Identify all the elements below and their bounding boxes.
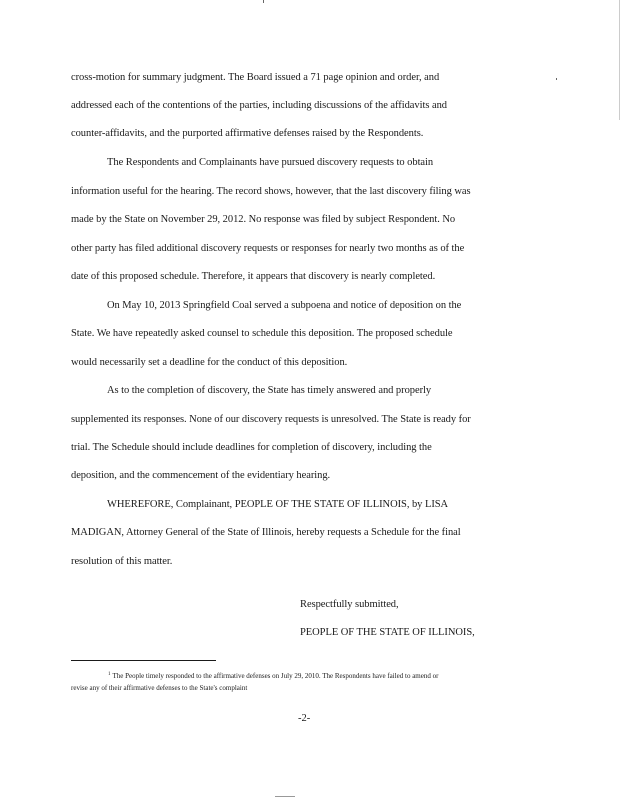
body-line-16: WHEREFORE, Complainant, PEOPLE OF THE STATE OF ILLINOIS, by LISA [107, 499, 449, 510]
body-line-18: resolution of this matter. [71, 556, 173, 567]
footnote-line-1 [108, 672, 438, 680]
scan-speck [263, 0, 264, 3]
signature-party: PEOPLE OF THE STATE OF ILLINOIS, [300, 627, 475, 638]
body-line-3: counter-affidavits, and the purported affirmative defenses raised by the Respondents. [71, 128, 424, 139]
footnote-marker: 1 [108, 672, 111, 677]
scan-edge [619, 0, 620, 120]
body-line-1: cross-motion for summary judgment. The Board issued a 71 page opinion and order, and [71, 72, 440, 83]
footnote-divider [71, 660, 216, 661]
body-line-11: would necessarily set a deadline for the conduct of this deposition. [71, 357, 348, 368]
scan-speck [556, 78, 557, 80]
footnote-line-2: revise any of their affirmative defenses to the State's complaint [71, 684, 248, 692]
page-number: -2- [298, 713, 311, 724]
body-line-8: date of this proposed schedule. Therefore, it appears that discovery is nearly completed. [71, 271, 436, 282]
body-line-10: State. We have repeatedly asked counsel to schedule this deposition. The proposed schedule [71, 328, 453, 339]
body-line-7: other party has filed additional discovery requests or responses for nearly two months as of the [71, 243, 465, 254]
body-line-15: deposition, and the commencement of the evidentiary hearing. [71, 470, 331, 481]
signature-closing: Respectfully submitted, [300, 599, 399, 610]
footnote-text-1: The People timely responded to the affirmative defenses on July 29, 2010. The Respondents have failed to amend or [112, 672, 439, 680]
body-line-14: trial. The Schedule should include deadlines for completion of discovery, including the [71, 442, 432, 453]
body-line-2: addressed each of the contentions of the parties, including discussions of the affidavits and [71, 100, 447, 111]
body-line-6: made by the State on November 29, 2012. No response was filed by subject Respondent. No [71, 214, 456, 225]
scan-speck [275, 796, 295, 797]
body-line-17: MADIGAN, Attorney General of the State of Illinois, hereby requests a Schedule for the final [71, 527, 461, 538]
body-line-9: On May 10, 2013 Springfield Coal served a subpoena and notice of deposition on the [107, 300, 462, 311]
body-line-12: As to the completion of discovery, the State has timely answered and properly [107, 385, 432, 396]
body-line-4: The Respondents and Complainants have pursued discovery requests to obtain [107, 157, 434, 168]
body-line-5: information useful for the hearing. The record shows, however, that the last discovery filing was [71, 186, 471, 197]
body-line-13: supplemented its responses. None of our discovery requests is unresolved. The State is ready for [71, 414, 471, 425]
